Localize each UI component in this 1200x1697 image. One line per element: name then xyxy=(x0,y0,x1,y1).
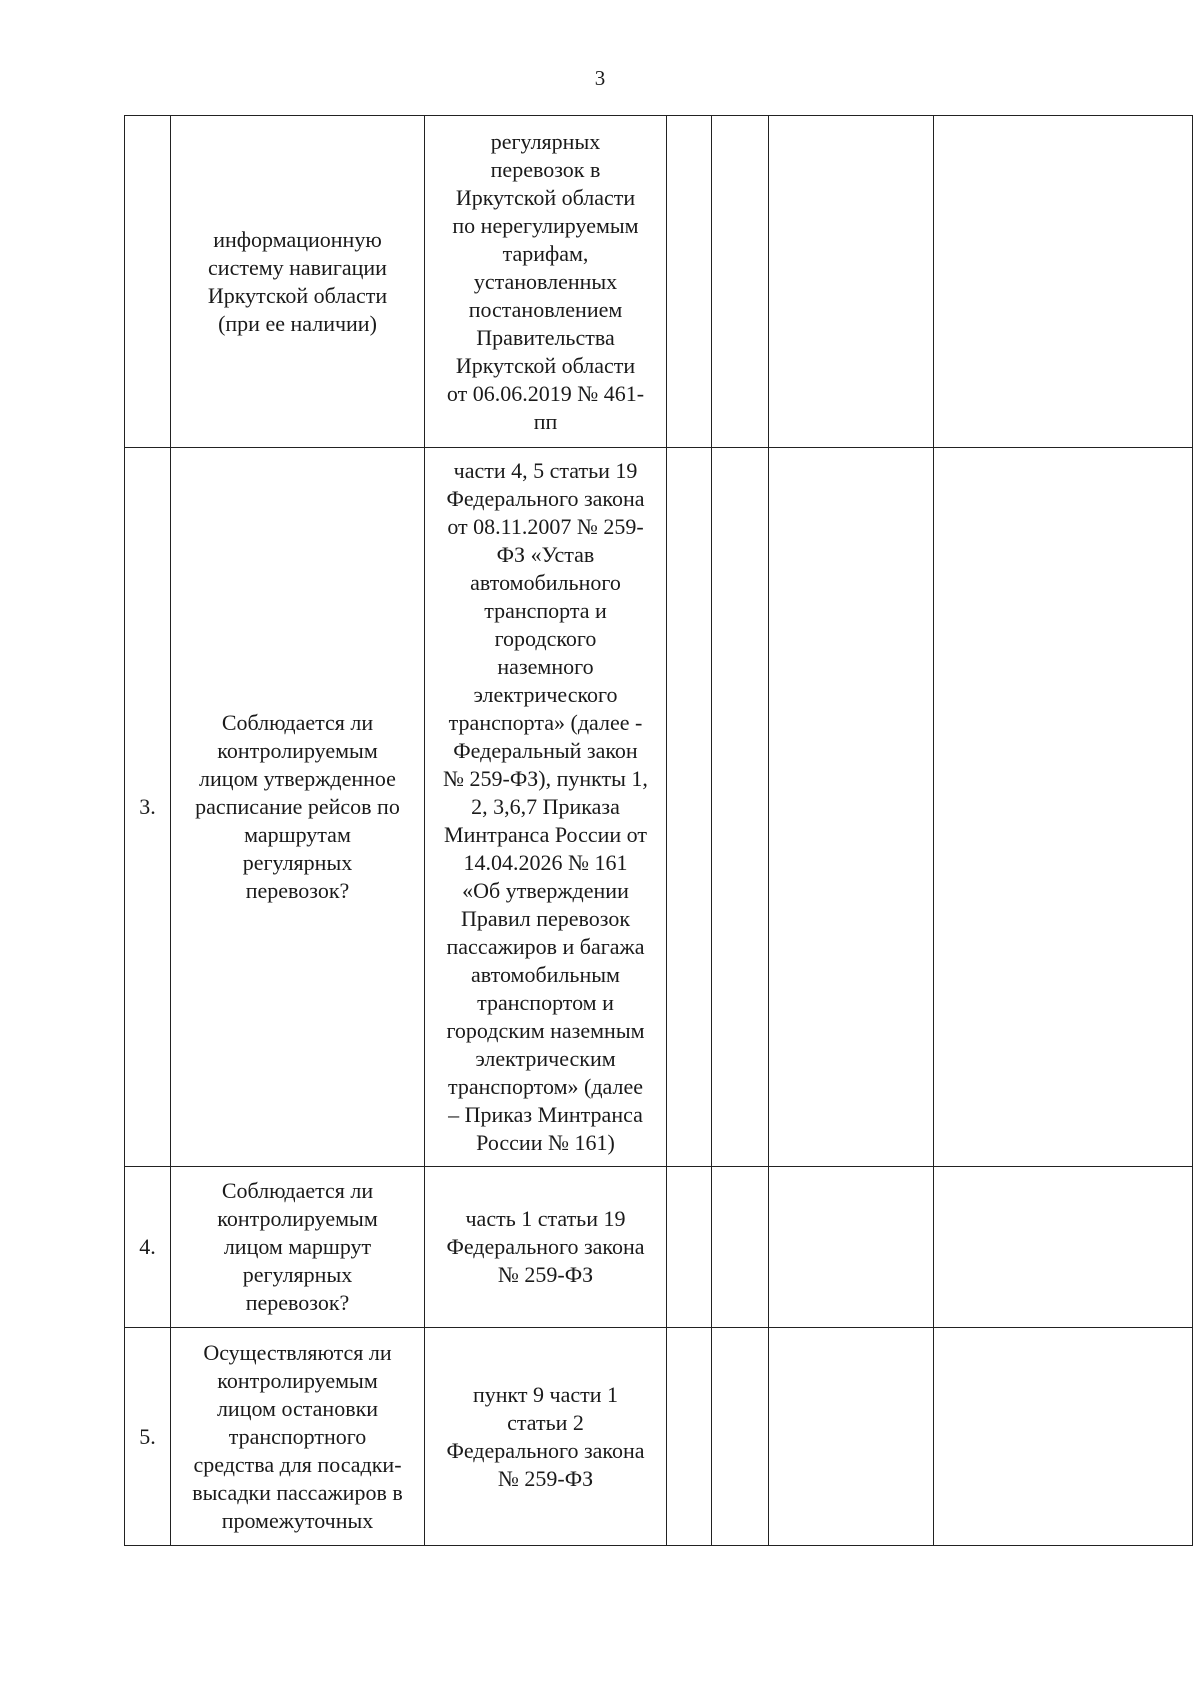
reference-text: части 4, 5 статьи 19 Федерального закона от 08.11.2007 № 259- ФЗ «Устав автомобильного транспорта и городского наземного электрического транспорта» (далее - Федеральный закон № 259-ФЗ), пункты 1, 2, 3,6,7 Приказа Минтранса России от 14.04.2026 № 161 «Об утверждении Правил перевозок пассажиров и багажа автомобильным транспортом и городским наземным электрическим транспортом» (далее – Приказ Минтранса России № 161) xyxy=(443,458,648,1155)
table-row xyxy=(125,1328,1193,1546)
question-cell xyxy=(171,1167,425,1328)
reference-text: часть 1 статьи 19 Федерального закона № 259-ФЗ xyxy=(446,1206,645,1287)
reference-text: пункт 9 части 1 статьи 2 Федерального закона № 259-ФЗ xyxy=(446,1381,645,1491)
question-text: Соблюдается ли контролируемым лицом маршрут регулярных перевозок? xyxy=(217,1178,378,1315)
reference-cell xyxy=(425,116,667,448)
question-cell xyxy=(171,448,425,1167)
question-cell xyxy=(171,116,425,448)
reference-text: регулярных перевозок в Иркутской области по нерегулируемым тарифам, установленных постановлением Правительства Иркутской области от 06.06.2019 № 461- пп xyxy=(446,128,645,434)
page-number: 3 xyxy=(594,66,606,90)
answer-yes-cell xyxy=(667,1328,712,1546)
not-applicable-cell xyxy=(769,1167,934,1328)
question-cell xyxy=(171,1328,425,1546)
reference-cell xyxy=(425,448,667,1167)
note-cell xyxy=(934,116,1193,448)
question-text: Осуществляются ли контролируемым лицом остановки транспортного средства для посадки- высадки пассажиров в промежуточных xyxy=(192,1339,403,1533)
answer-no-cell xyxy=(712,1328,769,1546)
reference-cell xyxy=(425,1328,667,1546)
not-applicable-cell xyxy=(769,1328,934,1546)
question-text: информационную систему навигации Иркутской области (при ее наличии) xyxy=(207,226,388,336)
note-cell xyxy=(934,1167,1193,1328)
row-number-cell: 5. xyxy=(125,1328,171,1546)
reference-cell xyxy=(425,1167,667,1328)
not-applicable-cell xyxy=(769,448,934,1167)
answer-yes-cell xyxy=(667,1167,712,1328)
note-cell xyxy=(934,448,1193,1167)
table-row xyxy=(125,448,1193,1167)
answer-no-cell xyxy=(712,116,769,448)
answer-yes-cell xyxy=(667,116,712,448)
row-number-cell xyxy=(125,116,171,448)
answer-no-cell xyxy=(712,1167,769,1328)
checklist-table xyxy=(124,115,1193,1546)
answer-yes-cell xyxy=(667,448,712,1167)
not-applicable-cell xyxy=(769,116,934,448)
table-row xyxy=(125,1167,1193,1328)
table-row xyxy=(125,116,1193,448)
note-cell xyxy=(934,1328,1193,1546)
row-number-cell: 4. xyxy=(125,1167,171,1328)
row-number-cell: 3. xyxy=(125,448,171,1167)
question-text: Соблюдается ли контролируемым лицом утвержденное расписание рейсов по маршрутам регулярных перевозок? xyxy=(195,710,400,903)
answer-no-cell xyxy=(712,448,769,1167)
